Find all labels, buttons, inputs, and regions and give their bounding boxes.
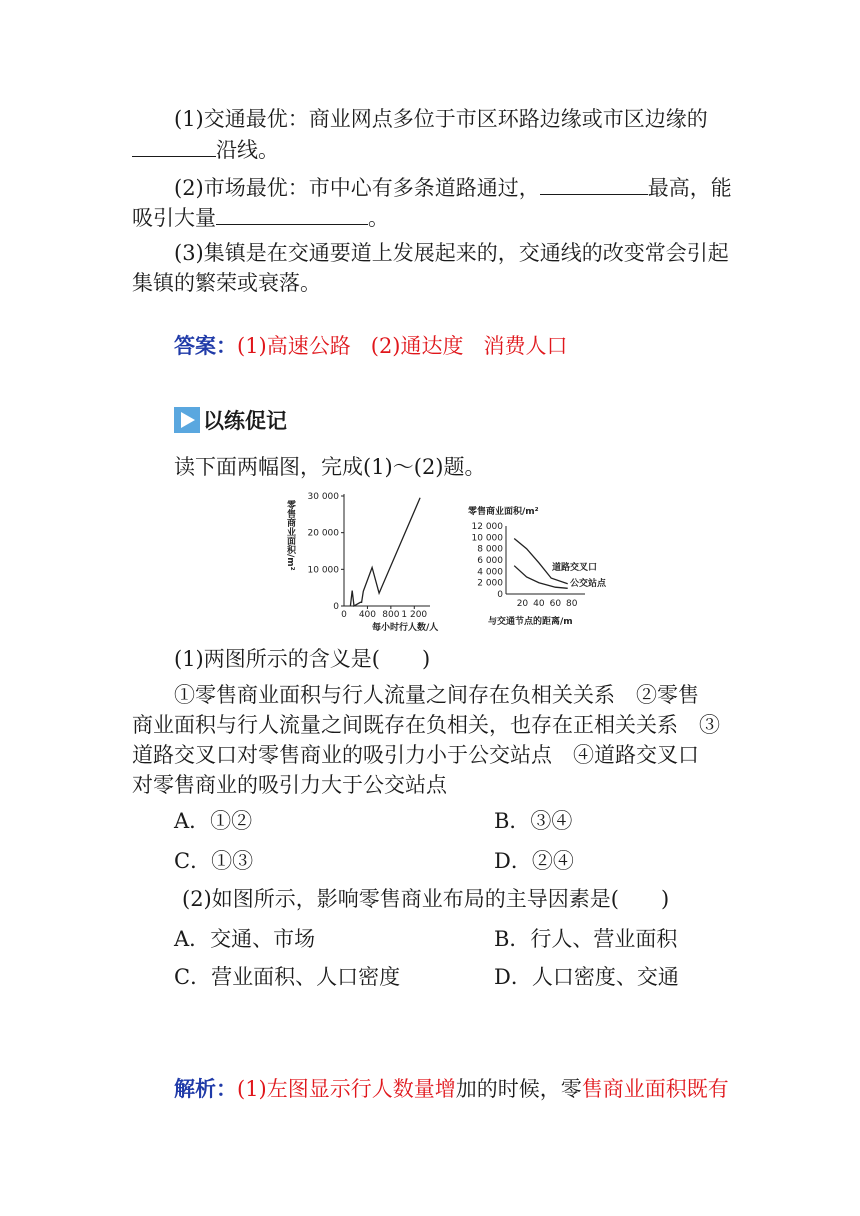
q2-option-b[interactable]: B．行人、营业面积: [494, 927, 678, 951]
q1-body-text-1: ①零售商业面积与行人流量之间存在负相关关系 ②零售: [174, 683, 699, 707]
q2-text-mid: 最高，能: [647, 176, 732, 200]
left-ytick-label: 30 000: [307, 492, 339, 502]
q1-body-4: [132, 770, 447, 800]
right-xlabel: 与交通节点的距离/m: [488, 617, 573, 627]
left-xtick-label: 400: [358, 610, 377, 620]
q1-body-3: [132, 740, 699, 770]
q2-line2: [132, 202, 389, 233]
right-series-line-intersection: [514, 539, 568, 584]
right-chart: [468, 505, 607, 627]
section-heading: [174, 404, 287, 436]
left-ytick-label: 20 000: [307, 528, 339, 539]
q2-stem: [182, 884, 669, 914]
q1-body-text-4: 对零售商业的吸引力大于公交站点: [132, 773, 447, 797]
q1-line2: [132, 134, 279, 165]
left-ytick-label: 0: [333, 602, 339, 612]
section-title: 以练促记: [203, 408, 287, 433]
answer-1: (1)高速公路: [237, 334, 351, 358]
right-xtick-label: 80: [566, 599, 578, 609]
analysis-text-b: 加的时候，零: [455, 1077, 582, 1101]
intro-text: 读下面两幅图，完成(1)～(2)题。: [174, 455, 486, 479]
right-xtick-label: 20: [516, 599, 529, 609]
left-xtick-label: 1 200: [401, 610, 428, 620]
q2-stem-text: (2)如图所示，影响零售商业布局的主导因素是( ): [182, 887, 670, 911]
analysis-label: 解析：: [174, 1076, 237, 1101]
right-xtick-label: 60: [549, 599, 562, 609]
right-title: 零售商业面积/m²: [468, 507, 539, 517]
right-ytick-label: 10 000: [471, 533, 503, 544]
left-ytick-label: 10 000: [307, 565, 339, 576]
answer-2: (2)通达度: [370, 334, 464, 358]
q2-text-end: 。: [368, 206, 389, 230]
q2-option-d[interactable]: D．人口密度、交通: [494, 965, 679, 989]
q1-option-d[interactable]: D．②④: [494, 849, 574, 873]
right-legend-intersection: 道路交叉口: [552, 563, 598, 573]
right-ytick-label: 4 000: [477, 567, 503, 578]
q1-option-c[interactable]: C．①③: [174, 849, 254, 873]
left-xlabel: 每小时行人数/人: [372, 623, 439, 633]
q3-line1: [174, 238, 729, 268]
analysis-line: [174, 1074, 729, 1104]
left-series-line: [350, 498, 420, 606]
answer-line: [174, 331, 568, 361]
left-chart: [285, 492, 438, 633]
q3-line2: [132, 268, 321, 298]
q3-text-2: 集镇的繁荣或衰落。: [132, 271, 321, 295]
q3-text-1: (3)集镇是在交通要道上发展起来的，交通线的改变常会引起: [174, 241, 729, 265]
q2-text-2: 吸引大量: [132, 206, 216, 230]
left-xtick-label: 0: [341, 610, 347, 620]
q1-body-2: [132, 710, 720, 740]
q1-stem: [174, 644, 430, 674]
q1-body-1: [174, 680, 699, 710]
q1-option-a[interactable]: A．①②: [174, 809, 253, 833]
analysis-text-a: (1)左图显示行人数量增: [237, 1077, 456, 1101]
right-ytick-label: 2 000: [477, 578, 503, 589]
analysis-text-c: 售商业面积既有: [581, 1077, 729, 1101]
answer-3: 消费人口: [483, 334, 568, 358]
q1-text-end: 沿线。: [216, 138, 279, 162]
answer-label: 答案：: [174, 333, 237, 358]
q1-blank: [132, 134, 216, 157]
right-legend-bus-stop: 公交站点: [570, 579, 607, 589]
right-ytick-label: 6 000: [477, 556, 503, 566]
left-xtick-label: 800: [382, 610, 400, 620]
q1-body-text-3: 道路交叉口对零售商业的吸引力小于公交站点 ④道路交叉口: [132, 743, 699, 767]
charts-figure: [280, 488, 620, 638]
section-intro: [174, 452, 486, 482]
q1-line1: [174, 104, 708, 134]
q2-option-c[interactable]: C．营业面积、人口密度: [174, 965, 401, 989]
q2-blank-2: [216, 202, 368, 225]
q1-option-b[interactable]: B．③④: [494, 809, 573, 833]
q1-body-text-2: 商业面积与行人流量之间既存在负相关，也存在正相关关系 ③: [132, 713, 720, 737]
right-ytick-label: 0: [497, 590, 503, 600]
right-xtick-label: 40: [533, 599, 545, 609]
q2-blank-1: [540, 172, 648, 195]
q2-line1: [174, 172, 732, 203]
play-triangle-icon: [174, 407, 200, 433]
q2-option-a[interactable]: A．交通、市场: [174, 927, 316, 951]
q2-text: (2)市场最优：市中心有多条道路通过，: [174, 176, 540, 200]
q1-stem-text: (1)两图所示的含义是( ): [174, 647, 431, 671]
right-ytick-label: 8 000: [477, 544, 503, 555]
q1-text: (1)交通最优：商业网点多位于市区环路边缘或市区边缘的: [174, 107, 708, 131]
right-ytick-label: 12 000: [471, 522, 503, 532]
left-ylabel: 零售商业面积/m²: [285, 500, 295, 571]
